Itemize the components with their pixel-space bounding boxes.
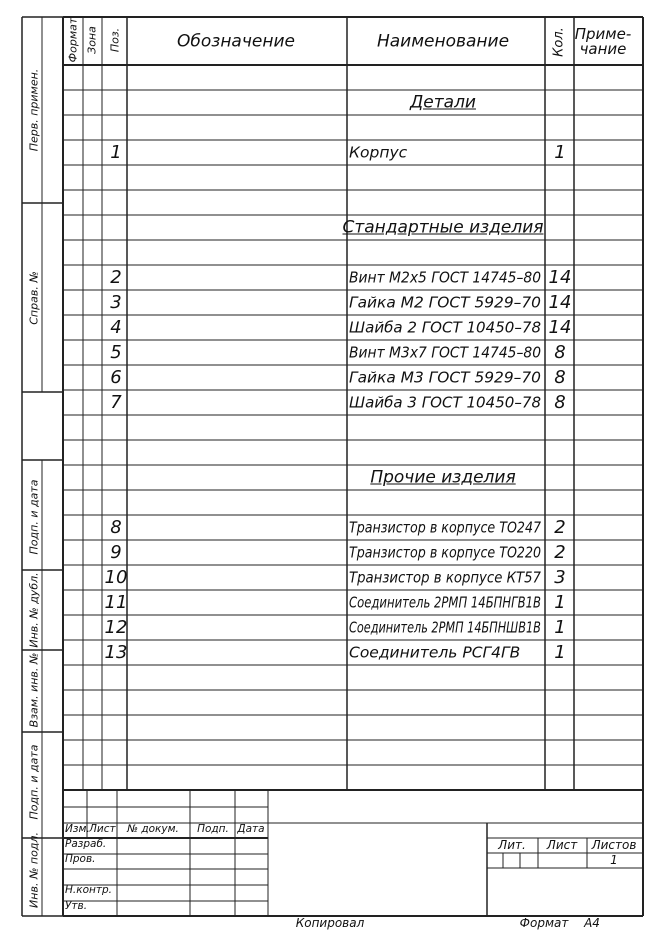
section-details: Детали xyxy=(410,92,476,113)
row-name: Соединитель 2РМП 14БПНГВ1В xyxy=(349,593,541,612)
row-qty: 1 xyxy=(554,142,566,163)
side-vzam-inv: Взам. инв. № xyxy=(27,652,41,728)
row-pos: 12 xyxy=(104,617,128,638)
row-pos: 7 xyxy=(110,392,122,413)
row-name: Гайка М3 ГОСТ 5929–70 xyxy=(349,368,541,387)
side-inv-dubl: Инв. № дубл. xyxy=(27,572,41,648)
tb-listov-value: 1 xyxy=(610,853,618,867)
section-standard: Стандартные изделия xyxy=(342,217,544,238)
row-pos: 2 xyxy=(110,267,122,288)
row-name: Винт М2х5 ГОСТ 14745–80 xyxy=(349,268,542,287)
row-name: Транзистор в корпусе ТО220 xyxy=(349,543,542,562)
footer-format-value: А4 xyxy=(584,916,600,930)
row-qty: 14 xyxy=(548,317,572,338)
side-podp-data-1: Подп. и дата xyxy=(27,479,41,555)
header-note: Приме- чание xyxy=(574,25,632,58)
row-name: Гайка М2 ГОСТ 5929–70 xyxy=(349,293,541,312)
row-qty: 3 xyxy=(554,567,566,588)
side-sprav: Справ. № xyxy=(27,271,41,325)
header-pos: Поз. xyxy=(108,27,122,53)
side-perv-primen: Перв. примен. xyxy=(27,68,41,152)
row-pos: 9 xyxy=(110,542,122,563)
row-qty: 1 xyxy=(554,642,566,663)
row-name: Соединитель РСГ4ГВ xyxy=(349,643,521,662)
tb-izm: Изм. xyxy=(65,822,90,835)
row-qty: 8 xyxy=(554,392,566,413)
row-pos: 5 xyxy=(110,342,122,363)
row-pos: 10 xyxy=(104,567,128,588)
row-name: Транзистор в корпусе ТО247 xyxy=(349,518,542,537)
row-name: Корпус xyxy=(349,143,408,162)
footer-copied: Копировал xyxy=(295,916,365,930)
tb-listov: Листов xyxy=(591,838,637,852)
row-qty: 14 xyxy=(548,292,572,313)
row-pos: 6 xyxy=(110,367,122,388)
row-name: Шайба 2 ГОСТ 10450–78 xyxy=(349,318,542,337)
tb-data: Дата xyxy=(237,822,265,835)
row-qty: 1 xyxy=(554,592,566,613)
row-name: Соединитель 2РМП 14БПНШВ1В xyxy=(349,618,541,637)
row-name: Винт М3х7 ГОСТ 14745–80 xyxy=(349,343,542,362)
row-qty: 2 xyxy=(554,517,566,538)
tb-lit: Лит. xyxy=(498,838,526,852)
row-pos: 1 xyxy=(110,142,122,163)
tb-podp: Подп. xyxy=(197,822,229,835)
footer-format: Формат xyxy=(519,916,569,930)
header-name: Наименование xyxy=(376,31,510,52)
tb-list: Лист xyxy=(89,822,116,835)
row-name: Транзистор в корпусе КТ57 xyxy=(349,568,541,587)
row-pos: 8 xyxy=(110,517,122,538)
side-inv-podl: Инв. № подл. xyxy=(27,832,41,908)
row-pos: 11 xyxy=(104,592,128,613)
section-other: Прочие изделия xyxy=(370,467,516,488)
row-pos: 3 xyxy=(110,292,122,313)
row-qty: 8 xyxy=(554,367,566,388)
header-qty: Кол. xyxy=(551,27,567,57)
tb-utv: Утв. xyxy=(65,899,88,912)
row-qty: 8 xyxy=(554,342,566,363)
row-qty: 2 xyxy=(554,542,566,563)
tb-prov: Пров. xyxy=(65,852,96,865)
side-podp-data-2: Подп. и дата xyxy=(27,744,41,820)
row-name: Шайба 3 ГОСТ 10450–78 xyxy=(349,393,542,412)
tb-docnum: № докум. xyxy=(127,822,179,835)
row-pos: 13 xyxy=(104,642,128,663)
row-qty: 1 xyxy=(554,617,566,638)
tb-nkontr: Н.контр. xyxy=(65,883,112,896)
tb-list2: Лист xyxy=(546,838,578,852)
row-qty: 14 xyxy=(548,267,572,288)
header-zone: Зона xyxy=(85,26,99,54)
header-format: Формат xyxy=(66,17,80,63)
tb-razrab: Разраб. xyxy=(65,837,107,850)
row-pos: 4 xyxy=(110,317,122,338)
header-designation: Обозначение xyxy=(177,31,295,52)
